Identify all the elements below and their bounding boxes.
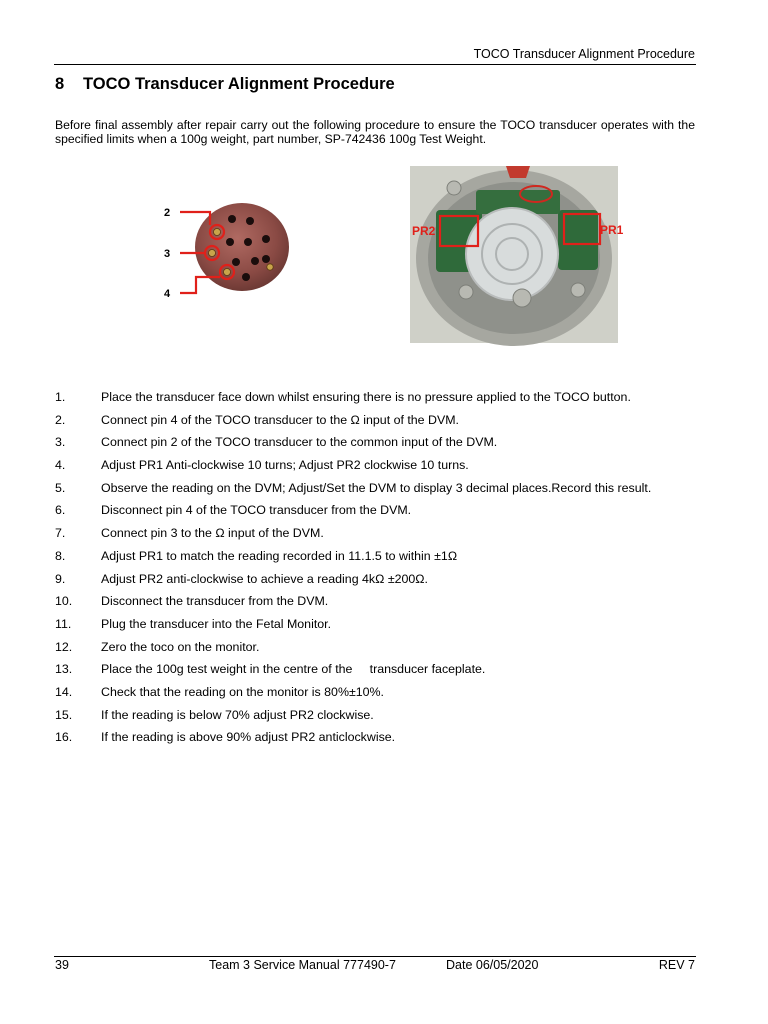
procedure-steps: [55, 390, 705, 753]
pin-label-3: 3: [164, 248, 171, 260]
document-date: Date 06/05/2020: [446, 958, 539, 972]
pr2-label: PR2: [412, 224, 436, 238]
header-rule: [54, 64, 696, 65]
page-number: 39: [55, 958, 69, 972]
step-item: 11. Plug the transducer into the Fetal Monitor.: [55, 616, 332, 631]
step-item: 14. Check that the reading on the monitor is 80%±10%.: [55, 684, 385, 699]
step-item: 2. Connect pin 4 of the TOCO transducer to the Ω input of the DVM.: [55, 412, 459, 427]
step-item: 3. Connect pin 2 of the TOCO transducer to the common input of the DVM.: [55, 435, 498, 450]
step-item: 7. Connect pin 3 to the Ω input of the DVM.: [55, 526, 324, 541]
intro-paragraph: Before final assembly after repair carry out the following procedure to ensure the TOCO transducer operates with the specified limits when a 100g weight, part number, SP-742436 100g Test Weight.: [55, 118, 695, 146]
screw-bottom: [513, 289, 531, 307]
step-item: 5. Observe the reading on the DVM; Adjust/Set the DVM to display 3 decimal places.Record this result.: [55, 480, 652, 495]
section-title: [55, 75, 395, 94]
pr1-label: PR1: [600, 223, 624, 237]
step-item: 16. If the reading is above 90% adjust PR2 anticlockwise.: [55, 730, 396, 745]
section-number: 8: [55, 75, 65, 93]
step-item: 1. Place the transducer face down whilst ensuring there is no pressure applied to the TOCO button.: [55, 390, 631, 404]
cable-top: [506, 166, 530, 178]
step-item: 4. Adjust PR1 Anti-clockwise 10 turns; Adjust PR2 clockwise 10 turns.: [55, 458, 469, 473]
pin-label-4: 4: [164, 288, 171, 300]
manual-title: Team 3 Service Manual 777490-7: [209, 958, 396, 972]
step-item: 15. If the reading is below 70% adjust PR2 clockwise.: [55, 707, 374, 722]
revision: REV 7: [658, 958, 695, 972]
step-item: 8. Adjust PR1 to match the reading recorded in 11.1.5 to within ±1Ω: [55, 548, 458, 563]
sensor-disc: [466, 208, 558, 300]
connector-pin-diagram: [160, 195, 310, 305]
step-item: 13. Place the 100g test weight in the centre of the transducer faceplate.: [55, 662, 486, 677]
step-item: 12. Zero the toco on the monitor.: [55, 639, 260, 654]
step-item: 9. Adjust PR2 anti-clockwise to achieve a reading 4kΩ ±200Ω.: [55, 571, 428, 586]
step-item: 6. Disconnect pin 4 of the TOCO transducer from the DVM.: [55, 503, 412, 518]
footer-rule: [54, 956, 696, 957]
section-title-text: TOCO Transducer Alignment Procedure: [83, 75, 395, 93]
step-item: 10. Disconnect the transducer from the DVM.: [55, 594, 329, 609]
running-header: TOCO Transducer Alignment Procedure: [473, 47, 695, 61]
pin-label-2: 2: [164, 207, 171, 219]
transducer-photo: [410, 166, 624, 343]
